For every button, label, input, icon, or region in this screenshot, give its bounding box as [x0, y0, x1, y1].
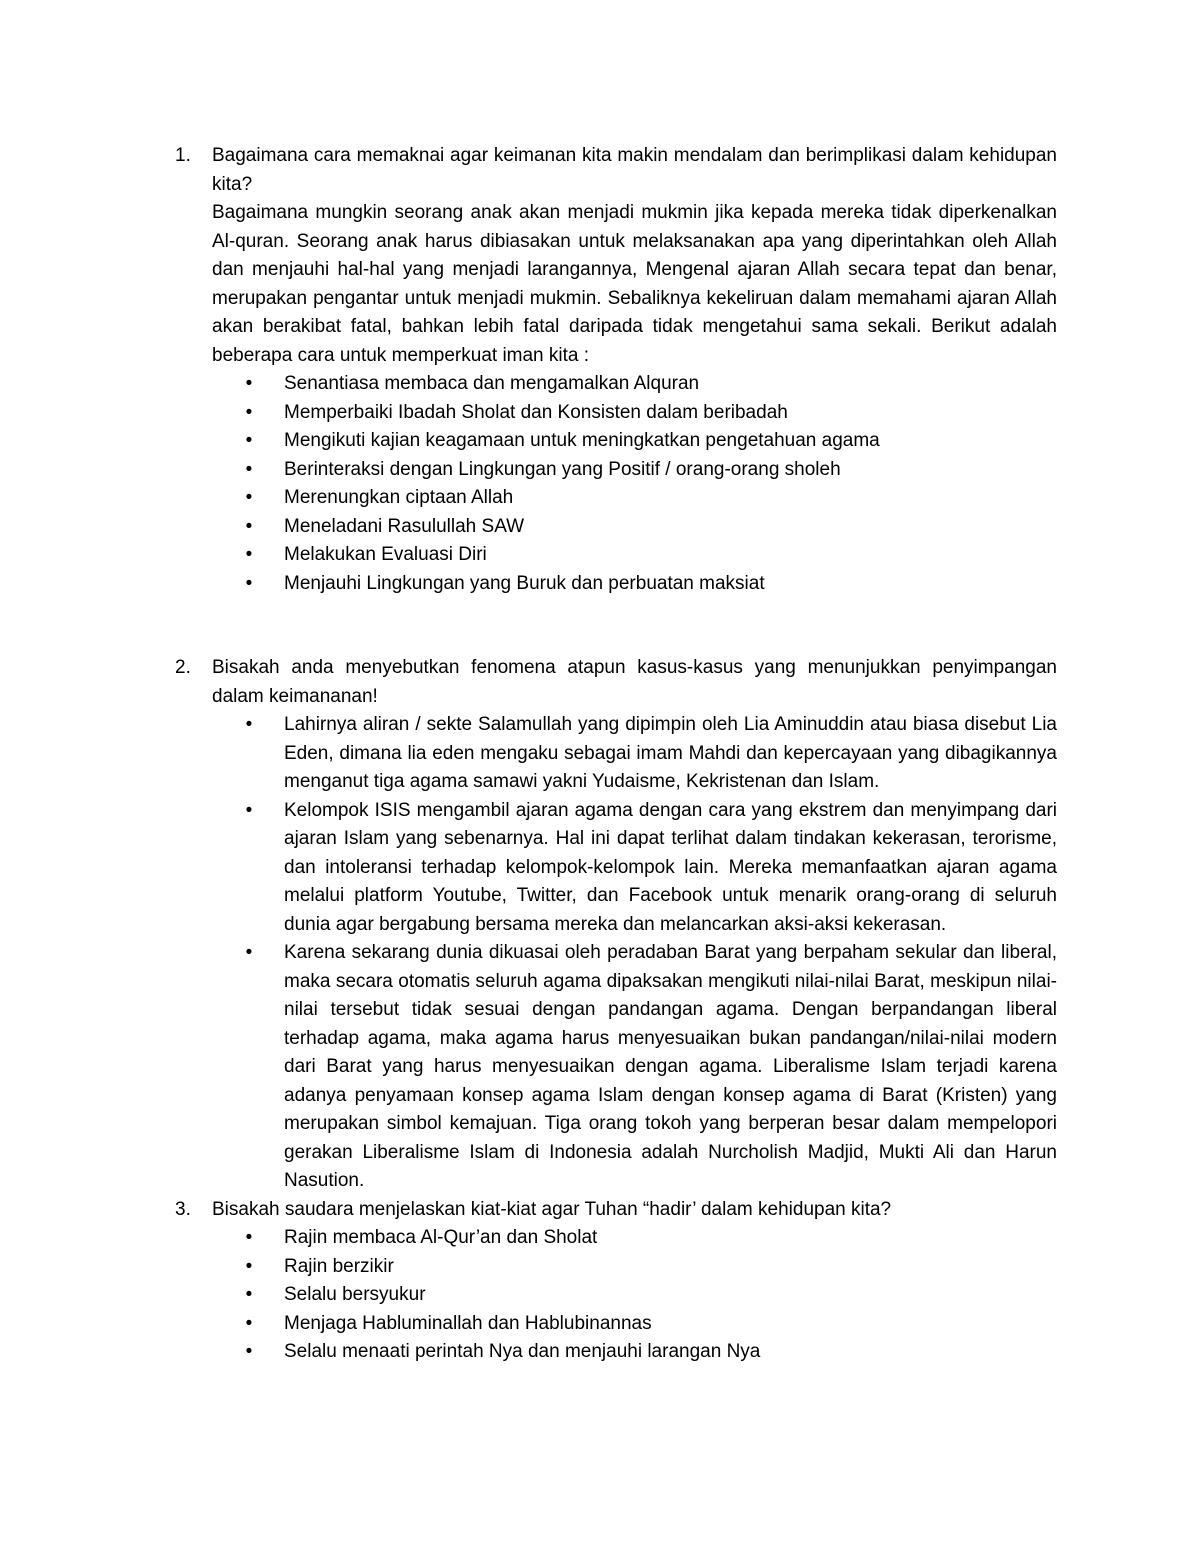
list-item-text: Mengikuti kajian keagamaan untuk meningkatkan pengetahuan agama: [284, 430, 880, 451]
list-item: [245, 939, 1057, 1196]
bullet-icon: •: [245, 572, 253, 594]
list-item-text: Merenungkan ciptaan Allah: [284, 487, 514, 508]
bullet-icon: •: [245, 1341, 253, 1362]
question-3: [175, 1196, 1057, 1225]
bullet-icon: •: [245, 515, 253, 537]
list-item-text: Rajin berzikir: [284, 1255, 394, 1277]
list-item: [245, 711, 1057, 797]
list-item: [245, 570, 1057, 599]
list-item: [245, 427, 1057, 456]
bullet-icon: •: [245, 714, 253, 735]
bullet-list-1: [245, 370, 1057, 598]
bullet-icon: •: [245, 1312, 253, 1334]
bullet-icon: •: [245, 458, 253, 480]
bullet-icon: •: [245, 1284, 253, 1305]
list-item-text: Menjaga Habluminallah dan Hablubinannas: [284, 1312, 652, 1334]
list-item-text: Selalu bersyukur: [284, 1284, 426, 1305]
list-item: [245, 513, 1057, 542]
question-text: Bisakah saudara menjelaskan kiat-kiat agar Tuhan “hadir’ dalam kehidupan kita?: [212, 1198, 892, 1220]
list-item: [245, 370, 1057, 399]
list-item: [245, 1253, 1057, 1282]
list-item-text: Selalu menaati perintah Nya dan menjauhi larangan Nya: [284, 1341, 761, 1362]
answer-paragraph: Bagaimana mungkin seorang anak akan menjadi mukmin jika kepada mereka tidak diperkenalkan Al-quran. Seorang anak harus dibiasakan untuk melaksanakan apa yang diperintahkan oleh Allah dan menjauhi hal-hal yang menjadi larangannya, Mengenal ajaran Allah secara tepat dan benar, merupakan pengantar untuk menjadi mukmin. Sebaliknya kekeliruan dalam memahami ajaran Allah akan berakibat fatal, bahkan lebih fatal daripada tidak mengetahui sama sekali. Berikut adalah beberapa cara untuk memperkuat iman kita :: [212, 202, 1057, 366]
list-item: [245, 1281, 1057, 1310]
question-text: Bagaimana cara memaknai agar keimanan kita makin mendalam dan berimplikasi dalam kehidupan kita?: [212, 145, 1057, 195]
list-item-text: Kelompok ISIS mengambil ajaran agama dengan cara yang ekstrem dan menyimpang dari ajaran Islam yang sebenarnya. Hal ini dapat terlihat dalam tindakan kekerasan, terorisme, dan intoleransi terhadap kelompok-kelompok lain. Mereka memanfaatkan ajaran agama melalui platform Youtube, Twitter, dan Facebook untuk menarik orang-orang di seluruh dunia agar bergabung bersama mereka dan melancarkan aksi-aksi kekerasan.: [284, 799, 1057, 935]
bullet-icon: •: [245, 799, 253, 821]
section-spacer: [0, 598, 1200, 654]
bullet-icon: •: [245, 544, 253, 565]
bullet-icon: •: [245, 1255, 253, 1277]
bullet-list-3: [245, 1224, 1057, 1367]
list-item-text: Senantiasa membaca dan mengamalkan Alquran: [284, 373, 700, 394]
question-text: Bisakah anda menyebutkan fenomena atapun kasus-kasus yang menunjukkan penyimpangan dalam keimananan!: [212, 657, 1057, 707]
list-item-text: Menjauhi Lingkungan yang Buruk dan perbuatan maksiat: [284, 572, 765, 594]
list-item-text: Berinteraksi dengan Lingkungan yang Positif / orang-orang sholeh: [284, 458, 841, 480]
list-item: [245, 1310, 1057, 1339]
question-2: [175, 654, 1057, 711]
bullet-list-2: [245, 711, 1057, 1196]
bullet-icon: •: [245, 1227, 253, 1248]
list-item: [245, 484, 1057, 513]
question-number: 3.: [175, 1198, 191, 1220]
list-item: [245, 541, 1057, 570]
list-item-text: Memperbaiki Ibadah Sholat dan Konsisten dalam beribadah: [284, 401, 788, 423]
list-item-text: Meneladani Rasulullah SAW: [284, 515, 525, 537]
list-item-text: Rajin membaca Al-Qur’an dan Sholat: [284, 1227, 598, 1248]
list-item-text: Karena sekarang dunia dikuasai oleh peradaban Barat yang berpaham sekular dan liberal, maka secara otomatis seluruh agama dipaksakan mengikuti nilai-nilai Barat, meskipun nilai-nilai tersebut tidak sesuai dengan pandangan agama. Dengan berpandangan liberal terhadap agama, maka agama harus menyesuaikan bukan pandangan/nilai-nilai modern dari Barat yang harus menyesuaikan dengan agama. Liberalisme Islam terjadi karena adanya penyamaan konsep agama Islam dengan konsep agama di Barat (Kristen) yang merupakan simbol kemajuan. Tiga orang tokoh yang berperan besar dalam mempelopori gerakan Liberalisme Islam di Indonesia adalah Nurcholish Madjid, Mukti Ali dan Harun Nasution.: [284, 942, 1057, 1191]
list-item: [245, 456, 1057, 485]
list-item-text: Melakukan Evaluasi Diri: [284, 544, 487, 565]
list-item: [245, 1338, 1057, 1367]
list-item: [245, 1224, 1057, 1253]
list-item: [245, 797, 1057, 940]
question-1: [175, 142, 1057, 370]
list-item: [245, 399, 1057, 428]
document-body: [0, 142, 1200, 1367]
bullet-icon: •: [245, 373, 253, 394]
question-number: 1.: [175, 145, 191, 166]
question-number: 2.: [175, 657, 191, 678]
bullet-icon: •: [245, 487, 253, 508]
bullet-icon: •: [245, 430, 253, 451]
bullet-icon: •: [245, 401, 253, 423]
bullet-icon: •: [245, 942, 253, 963]
list-item-text: Lahirnya aliran / sekte Salamullah yang dipimpin oleh Lia Aminuddin atau biasa disebut Lia Eden, dimana lia eden mengaku sebagai imam Mahdi dan kepercayaan yang dibagikannya menganut tiga agama samawi yakni Yudaisme, Kekristenan dan Islam.: [284, 714, 1057, 792]
